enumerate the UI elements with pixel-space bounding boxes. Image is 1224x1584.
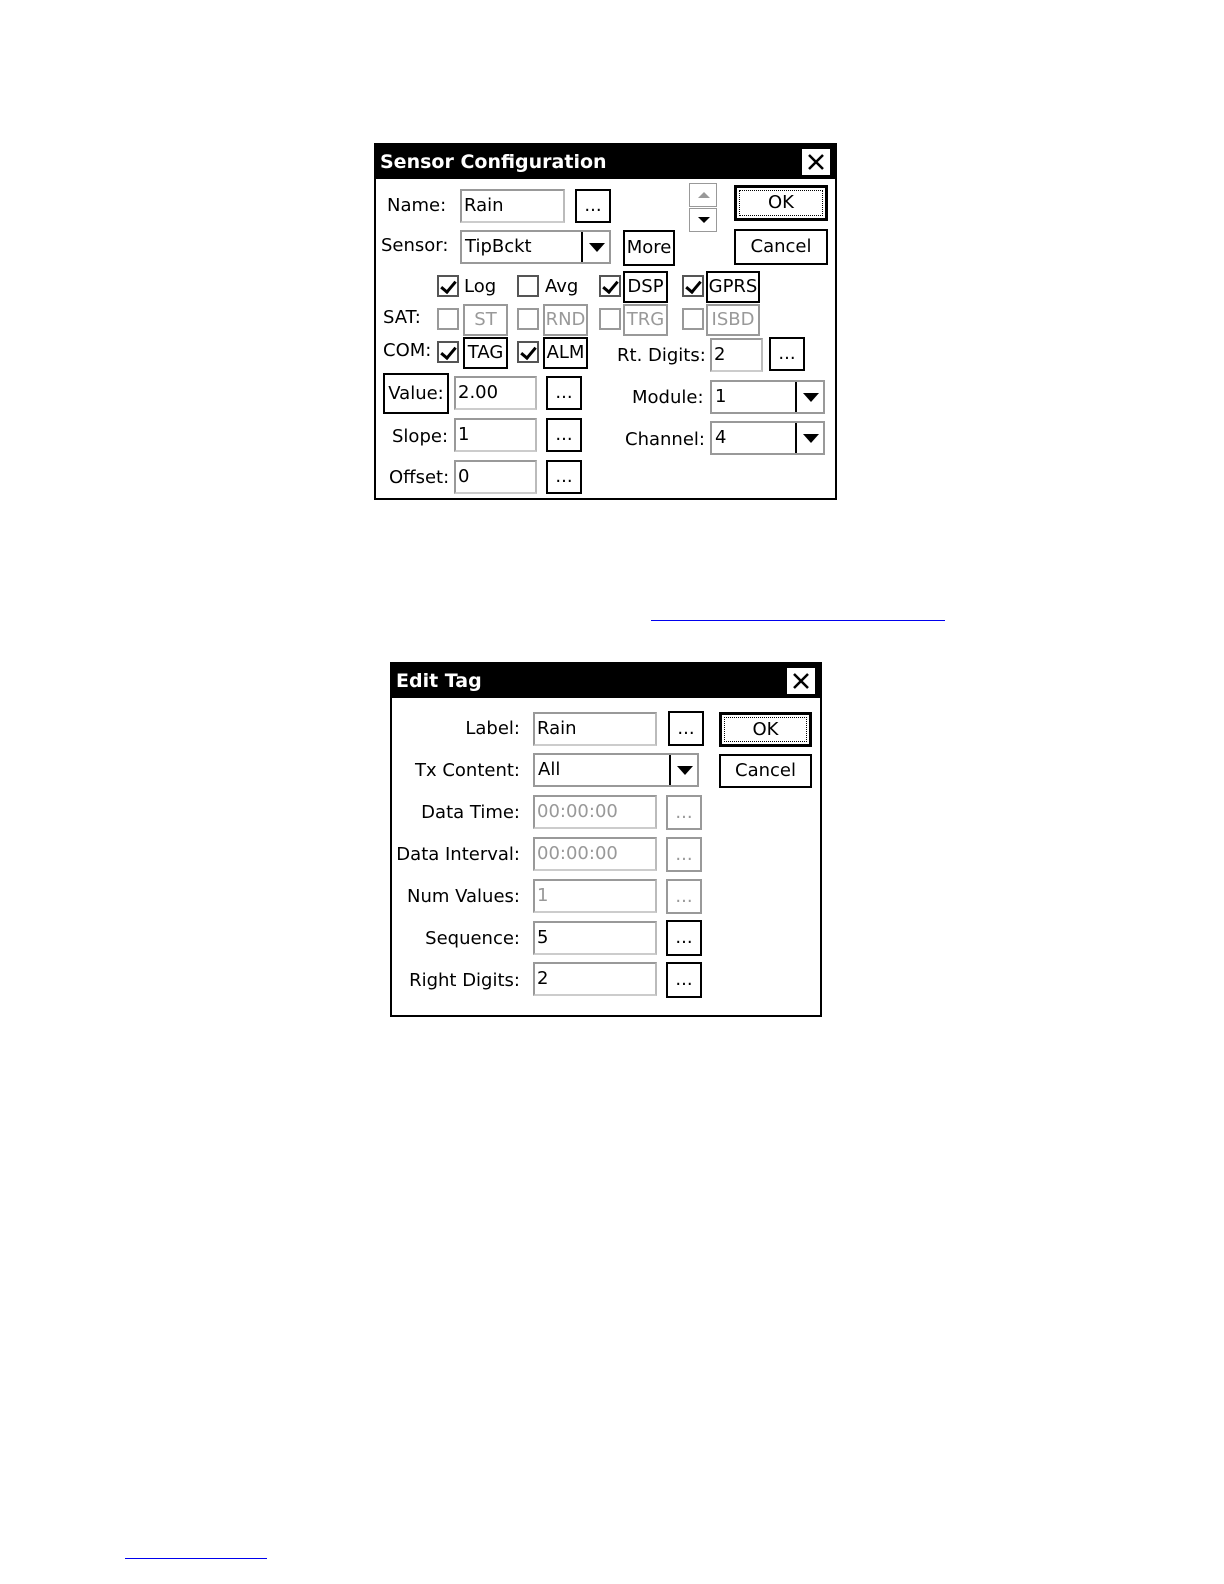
data-time-field[interactable]: 00:00:00 bbox=[533, 795, 657, 829]
name-label: Name: bbox=[387, 195, 447, 216]
close-button[interactable] bbox=[801, 148, 831, 176]
gprs-checkbox[interactable] bbox=[682, 275, 704, 297]
tx-content-dropdown[interactable] bbox=[533, 753, 699, 787]
right-digits-field[interactable]: 2 bbox=[533, 962, 657, 996]
alm-checkbox[interactable] bbox=[517, 341, 539, 363]
trg-checkbox[interactable] bbox=[599, 308, 621, 330]
sensor-configuration-title: Sensor Configuration bbox=[376, 145, 835, 179]
slope-field[interactable]: 1 bbox=[454, 418, 537, 452]
num-values-field[interactable]: 1 bbox=[533, 879, 657, 913]
st-button[interactable]: ST bbox=[463, 304, 508, 336]
chevron-down-icon bbox=[795, 382, 823, 412]
footnote-link-underline[interactable] bbox=[125, 1558, 267, 1559]
sensor-label: Sensor: bbox=[381, 235, 449, 256]
cancel-button[interactable]: Cancel bbox=[734, 229, 828, 265]
st-checkbox[interactable] bbox=[437, 308, 459, 330]
rt-digits-browse-button[interactable]: ... bbox=[769, 337, 805, 371]
dsp-checkbox[interactable] bbox=[599, 275, 621, 297]
edit-tag-dialog bbox=[390, 662, 822, 1017]
edit-tag-title: Edit Tag bbox=[392, 664, 820, 698]
scroll-down-icon[interactable] bbox=[689, 208, 717, 232]
tx-content-value: All bbox=[538, 759, 561, 780]
ok-label: OK bbox=[768, 192, 794, 213]
label-browse-button[interactable]: ... bbox=[668, 711, 704, 746]
offset-browse-button[interactable]: ... bbox=[546, 460, 582, 494]
isbd-checkbox[interactable] bbox=[682, 308, 704, 330]
data-interval-field[interactable]: 00:00:00 bbox=[533, 837, 657, 871]
right-digits-label: Right Digits: bbox=[409, 970, 520, 991]
tag-checkbox[interactable] bbox=[437, 341, 459, 363]
chevron-down-icon bbox=[581, 232, 609, 262]
offset-label: Offset: bbox=[389, 467, 450, 488]
module-dropdown-value: 1 bbox=[715, 386, 727, 407]
alm-button[interactable]: ALM bbox=[543, 337, 588, 369]
chevron-down-icon bbox=[795, 423, 823, 453]
dsp-button[interactable]: DSP bbox=[623, 271, 668, 303]
num-values-label: Num Values: bbox=[406, 886, 520, 907]
channel-dropdown[interactable] bbox=[710, 421, 825, 455]
trg-button[interactable]: TRG bbox=[623, 304, 668, 336]
link-underline[interactable] bbox=[651, 620, 945, 621]
data-time-browse-button[interactable]: ... bbox=[666, 795, 702, 830]
rt-digits-field[interactable]: 2 bbox=[710, 338, 763, 372]
name-browse-button[interactable]: ... bbox=[575, 189, 611, 223]
offset-field[interactable]: 0 bbox=[454, 460, 537, 494]
num-values-browse-button[interactable]: ... bbox=[666, 879, 702, 914]
close-icon bbox=[792, 672, 810, 690]
slope-label: Slope: bbox=[392, 426, 449, 447]
rt-digits-label: Rt. Digits: bbox=[617, 345, 706, 366]
avg-checkbox[interactable] bbox=[517, 275, 539, 297]
gprs-button[interactable]: GPRS bbox=[706, 271, 760, 303]
close-icon bbox=[807, 153, 825, 171]
scroll-up-icon[interactable] bbox=[689, 183, 717, 207]
sensor-configuration-dialog bbox=[374, 143, 837, 500]
more-button[interactable]: More bbox=[623, 230, 675, 266]
ok-button[interactable] bbox=[719, 712, 812, 747]
value-field[interactable]: 2.00 bbox=[454, 376, 537, 410]
data-time-label: Data Time: bbox=[421, 802, 520, 823]
channel-label: Channel: bbox=[625, 429, 705, 450]
slope-browse-button[interactable]: ... bbox=[546, 418, 582, 452]
label-label: Label: bbox=[465, 718, 520, 739]
chevron-down-icon bbox=[669, 755, 697, 785]
ok-button[interactable] bbox=[734, 185, 828, 221]
name-field[interactable]: Rain bbox=[460, 189, 565, 223]
sensor-dropdown[interactable] bbox=[460, 230, 611, 264]
isbd-button[interactable]: ISBD bbox=[706, 304, 760, 336]
module-dropdown[interactable] bbox=[710, 380, 825, 414]
ok-label: OK bbox=[752, 719, 779, 740]
log-checkbox[interactable] bbox=[437, 275, 459, 297]
channel-dropdown-value: 4 bbox=[715, 427, 727, 448]
tx-content-label: Tx Content: bbox=[414, 760, 520, 781]
tag-button[interactable]: TAG bbox=[463, 337, 508, 369]
sequence-browse-button[interactable]: ... bbox=[666, 920, 702, 956]
sequence-field[interactable]: 5 bbox=[533, 921, 657, 955]
label-field[interactable]: Rain bbox=[533, 712, 657, 746]
right-digits-browse-button[interactable]: ... bbox=[666, 962, 702, 998]
value-button[interactable]: Value: bbox=[383, 373, 449, 414]
cancel-button[interactable]: Cancel bbox=[719, 754, 812, 788]
module-label: Module: bbox=[632, 387, 704, 408]
rnd-button[interactable]: RND bbox=[543, 304, 588, 336]
data-interval-label: Data Interval: bbox=[396, 844, 520, 865]
data-interval-browse-button[interactable]: ... bbox=[666, 837, 702, 872]
com-label: COM: bbox=[383, 340, 432, 361]
sensor-dropdown-value: TipBckt bbox=[465, 236, 532, 257]
value-browse-button[interactable]: ... bbox=[546, 376, 582, 410]
sat-label: SAT: bbox=[383, 307, 421, 328]
close-button[interactable] bbox=[786, 667, 816, 695]
sequence-label: Sequence: bbox=[425, 928, 520, 949]
avg-label: Avg bbox=[545, 276, 579, 297]
log-label: Log bbox=[464, 276, 497, 297]
rnd-checkbox[interactable] bbox=[517, 308, 539, 330]
